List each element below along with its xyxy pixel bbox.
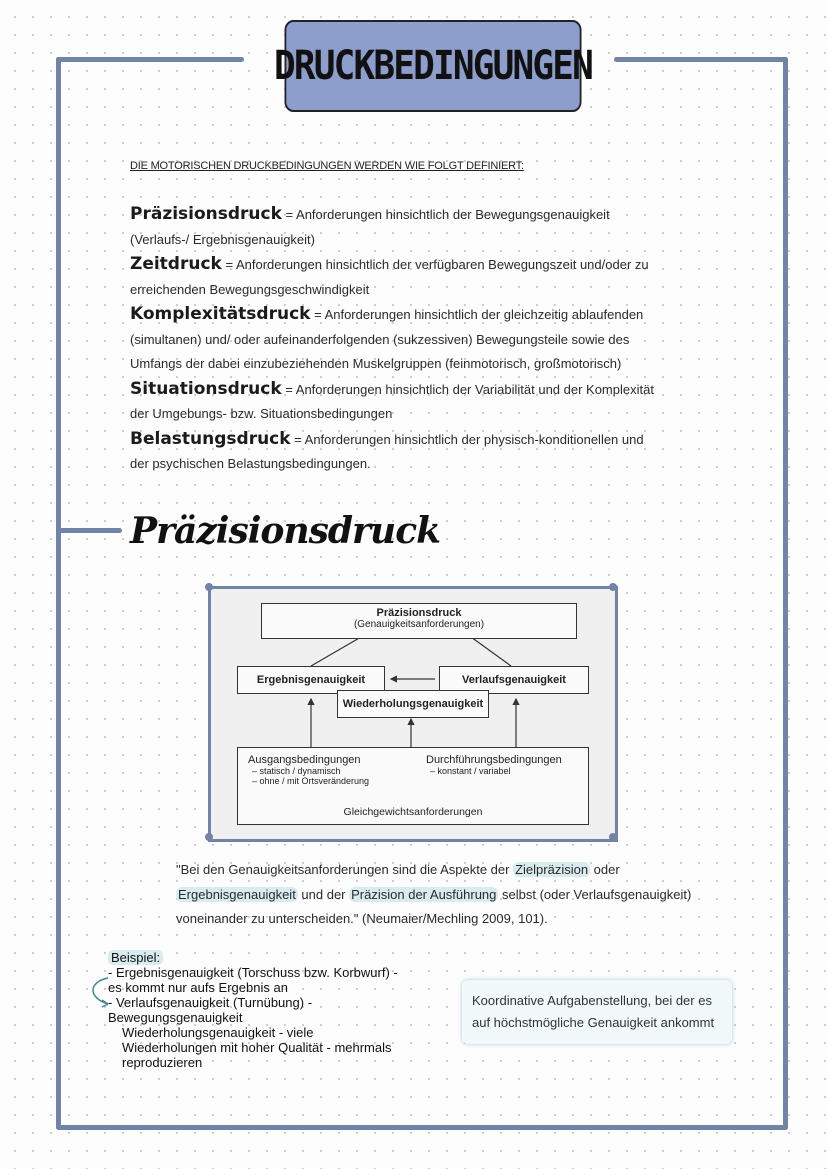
diagram-bottom-right [426, 754, 562, 776]
diagram-bottom-left-item: – ohne / mit Ortsveränderung [252, 776, 370, 786]
note-box [462, 980, 732, 1044]
definition-term: Präzisionsdruck [130, 204, 282, 224]
quote-highlight: Präzision der Ausführung [351, 886, 497, 902]
quote-text: "Bei den Genauigkeitsanforderungen sind die Aspekte der [176, 862, 514, 877]
definitions-list [130, 202, 660, 477]
diagram-bottom-right-item: – konstant / variabel [430, 766, 511, 776]
section-title: Präzisionsdruck [130, 510, 441, 552]
diagram-bottom-box [237, 747, 589, 825]
diagram-frame [208, 586, 618, 842]
definition-term: Situationsdruck [130, 378, 282, 399]
quote-text: und der [297, 886, 350, 902]
intro-heading: DIE MOTORISCHEN DRUCKBEDINGUNGEN WERDEN WIE FOLGT DEFINIERT: [130, 160, 524, 172]
quote-text: oder [590, 862, 620, 877]
diagram-bottom-left-item: – statisch / dynamisch [252, 766, 341, 776]
corner-dot [609, 583, 617, 591]
corner-dot [205, 833, 213, 841]
definition-item [130, 302, 660, 377]
example-line: - Verlaufsgenauigkeit (Turnübung) - Bewegungsgenauigkeit [108, 995, 313, 1025]
note-text: Koordinative Aufgabenstellung, bei der es auf höchstmögliche Genauigkeit ankommt [472, 993, 715, 1030]
definition-text: = Anforderungen hinsichtlich der Variabilität und der Komplexität der Umgebungs- bzw. Situationsbedingungen [130, 381, 654, 421]
quote-highlight: Ergebnisgenauigkeit [178, 886, 296, 902]
quote-text: selbst (oder Verlaufsgenauigkeit) voneinander zu unterscheiden." (Neumaier/Mechling 2009, 101). [176, 886, 692, 926]
diagram-bottom-right-title: Durchführungsbedingungen [426, 754, 562, 766]
definition-term: Zeitdruck [130, 254, 222, 274]
diagram-middle-box [337, 690, 489, 718]
curved-arrow-icon [86, 974, 126, 1014]
example-line: - Ergebnisgenauigkeit (Torschuss bzw. Korbwurf) - es kommt nur aufs Ergebnis an [108, 965, 398, 995]
example-block [108, 950, 398, 1070]
diagram-bottom-footer: Gleichgewichtsanforderungen [343, 806, 483, 818]
definition-text: = Anforderungen hinsichtlich der physisch-konditionellen und der psychischen Belastungsbedingungen. [130, 431, 644, 471]
diagram-left-label: Ergebnisgenauigkeit [256, 674, 366, 686]
definition-text: = Anforderungen hinsichtlich der gleichzeitig ablaufenden (simultanen) und/ oder aufeinanderfolgenden (sukzessiven) Bewegungsteile sowie des Umfangs der dabei einzubeziehenden Muskelgruppen (feinmotorisch, großmotorisch) [130, 307, 644, 371]
definition-term: Komplexitätsdruck [130, 304, 311, 324]
diagram-middle-label: Wiederholungsgenauigkeit [342, 698, 484, 710]
example-heading: Beispiel: [108, 950, 163, 965]
frame-left [56, 57, 61, 1129]
diagram-bottom-left [248, 754, 369, 786]
definition-item [130, 377, 660, 427]
diagram-right-label: Verlaufsgenauigkeit [462, 674, 566, 686]
definition-text: = Anforderungen hinsichtlich der verfügbaren Bewegungszeit und/oder zu erreichenden Bewegungsgeschwindigkeit [130, 257, 649, 297]
quote-highlight: Zielpräzision [515, 862, 589, 877]
definition-item [130, 202, 660, 252]
quote-paragraph [176, 858, 696, 932]
frame-top-right [614, 57, 788, 62]
corner-dot [609, 833, 617, 841]
frame-bottom [56, 1125, 788, 1130]
frame-right [783, 57, 788, 1129]
definition-text: = Anforderungen hinsichtlich der Bewegungsgenauigkeit (Verlaufs-/ Ergebnisgenauigkeit) [130, 207, 610, 247]
diagram-top-title: Präzisionsdruck [376, 607, 462, 619]
definition-term: Belastungsdruck [130, 428, 291, 449]
example-line: Wiederholungsgenauigkeit - viele Wiederholungen mit hoher Qualität - mehrmals reproduzieren [122, 1025, 392, 1070]
diagram-top-sub: (Genauigkeitsanforderungen) [353, 619, 485, 630]
page-title: DRUCKBEDINGUNGEN [285, 20, 582, 112]
frame-top-left [56, 57, 244, 62]
section-connector [56, 528, 122, 533]
definition-item [130, 427, 660, 477]
definition-item [130, 252, 660, 302]
corner-dot [205, 583, 213, 591]
diagram-bottom-left-title: Ausgangsbedingungen [248, 754, 361, 766]
diagram-top-box [261, 603, 577, 639]
